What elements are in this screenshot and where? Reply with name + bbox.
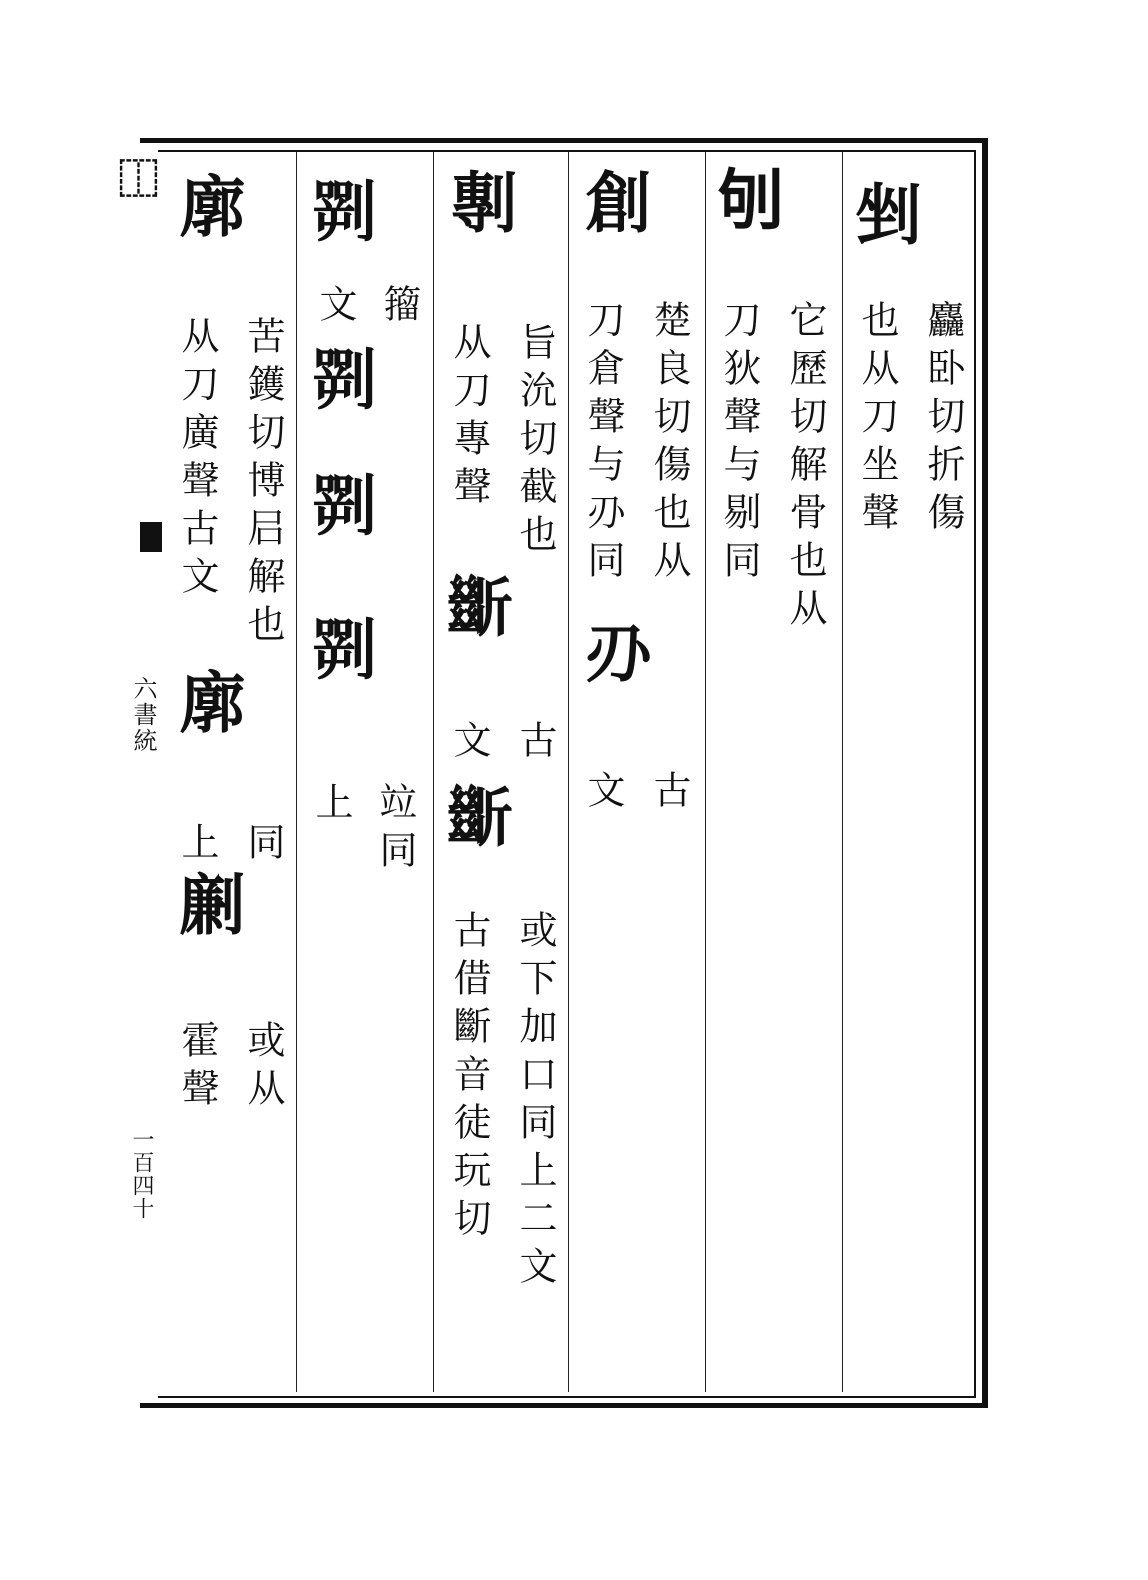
entry-note-left: 从刀專聲 — [447, 322, 491, 514]
entry-note-left: 刀倉聲与刅同 — [581, 300, 625, 588]
variant-note-right: 竝同 — [373, 782, 417, 878]
variant-seal-character: 𠟎 — [304, 614, 382, 696]
variant-seal-character: 𠟎 — [304, 470, 382, 552]
column-divider — [568, 152, 569, 1392]
variant-note-right: 同 — [241, 822, 285, 870]
seal-character: 廓 — [168, 172, 246, 254]
entry-note-right: 苦鑊切博𡰪解也 — [241, 316, 285, 652]
variant2-seal-character: 劆 — [168, 870, 246, 952]
seal-character: 𠛎 — [710, 168, 788, 250]
entry-note-right: 籀 — [377, 284, 421, 332]
variant-seal-character: 𠟎 — [304, 344, 382, 426]
variant-note-right: 古 — [647, 770, 691, 818]
entry-note-left: 从刀廣聲古文 — [175, 316, 219, 604]
entry-note-left: 也从刀坐聲 — [855, 300, 899, 540]
margin-book-title: 六書統 — [129, 676, 157, 754]
variant-note-right: 古 — [513, 720, 557, 768]
entry-note-left: 刀狄聲与剔同 — [717, 300, 761, 588]
variant2-note-right: 或下加口同上二文 — [513, 910, 557, 1294]
variant-note-left: 文 — [581, 770, 625, 818]
seal-character: 𠟎 — [304, 176, 382, 258]
column-divider — [296, 152, 297, 1392]
variant2-seal-character: 𣃔 — [440, 780, 518, 862]
seal-character: 剉 — [844, 180, 922, 262]
variant-note-left: 上 — [175, 822, 219, 870]
seal-character: 創 — [574, 168, 652, 250]
margin-title-fragment: ⿰ — [112, 158, 159, 202]
column-divider — [842, 152, 843, 1392]
column-divider — [705, 152, 706, 1392]
entry-note-left: 文 — [313, 284, 357, 332]
entry-note-right: 它歷切解骨也从 — [783, 300, 827, 636]
variant2-note-left: 霍聲 — [175, 1020, 219, 1116]
column-divider — [433, 152, 434, 1392]
variant-seal-character: 刅 — [574, 618, 652, 700]
entry-note-right: 麤卧切折傷 — [921, 300, 965, 540]
variant-note-left: 上 — [309, 782, 353, 830]
variant-seal-character: 廓 — [168, 668, 246, 750]
variant2-note-right: 或从 — [241, 1020, 285, 1116]
variant2-note-left: 古借斷音徒玩切 — [447, 910, 491, 1246]
seal-character: 剸 — [440, 168, 518, 250]
variant-seal-character: 𣃔 — [440, 570, 518, 652]
entry-note-right: 旨沇切截也 — [513, 322, 557, 562]
margin-fishtail-mark — [140, 522, 162, 552]
entry-note-right: 楚良切傷也从 — [647, 300, 691, 588]
variant-note-left: 文 — [447, 720, 491, 768]
margin-page-number: 一百四十 — [129, 1128, 154, 1220]
